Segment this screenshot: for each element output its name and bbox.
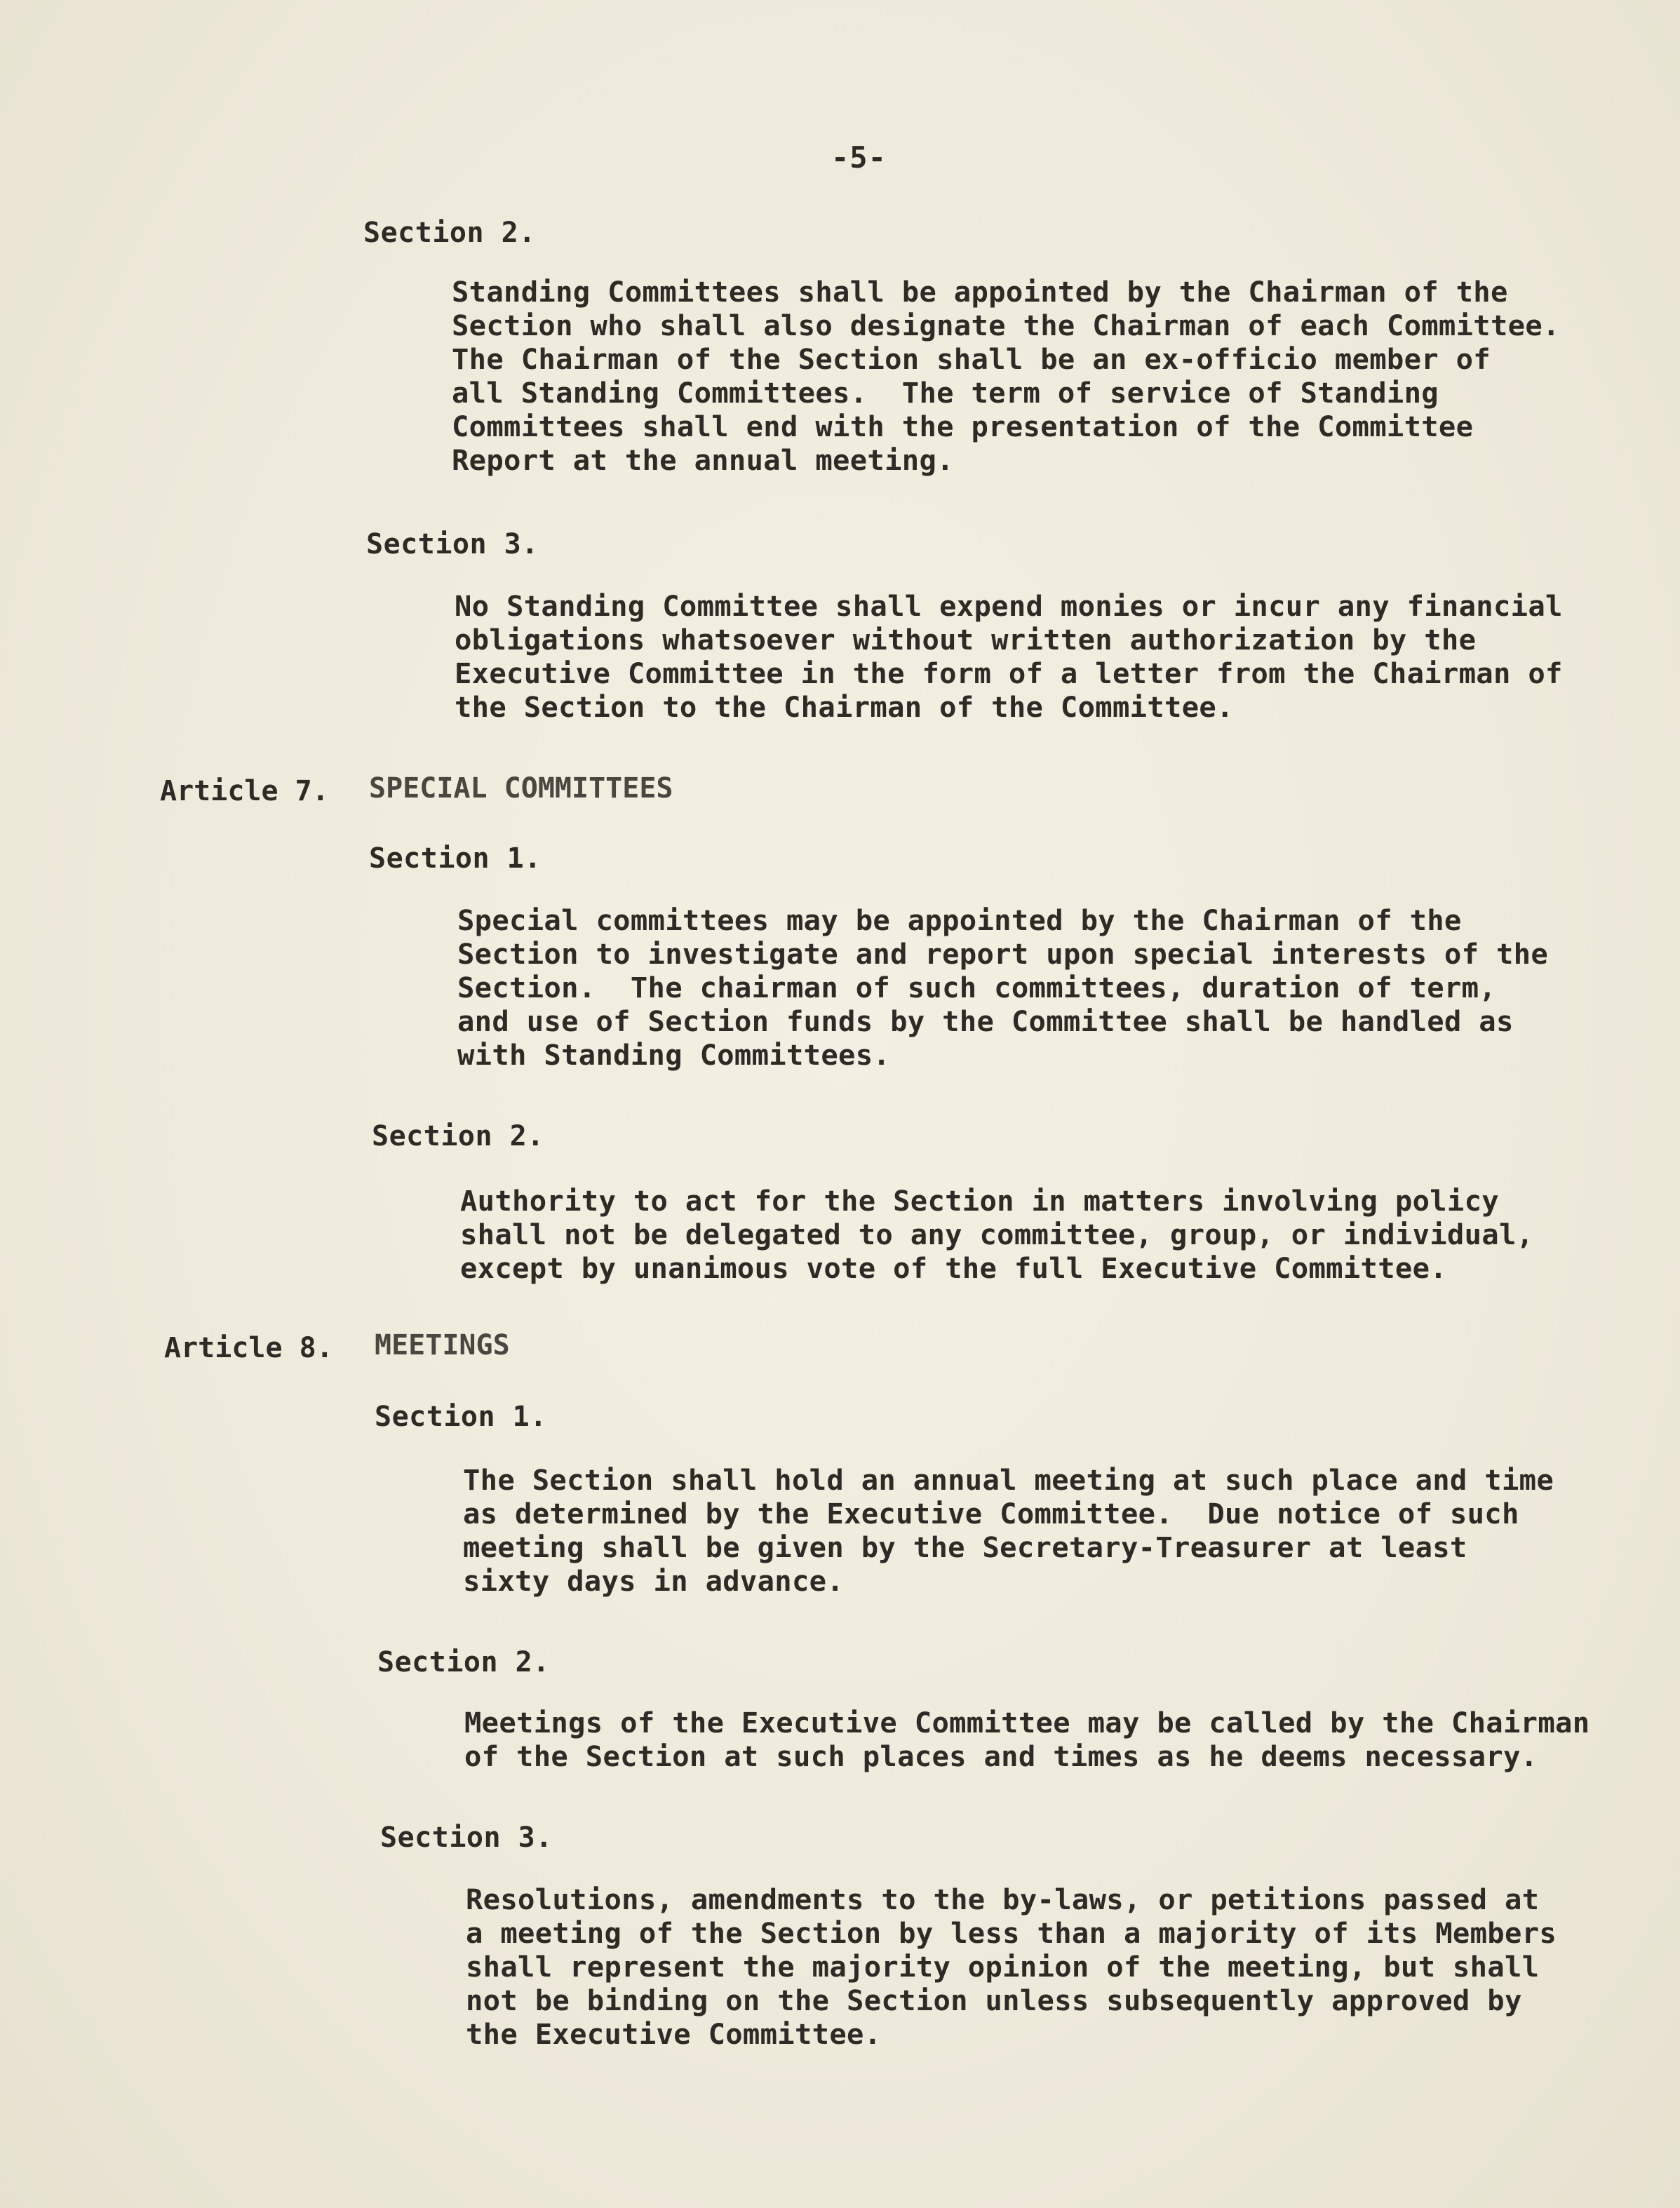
page-number: -5- [831, 140, 887, 175]
text-line: with Standing Committees. [457, 1038, 891, 1072]
text-line: obligations whatsoever without written authorization by the [455, 623, 1477, 657]
text-line: Authority to act for the Section in matters involving policy [460, 1184, 1499, 1218]
section-heading: Section 2. [372, 1120, 544, 1152]
text-line: not be binding on the Section unless subsequently approved by [466, 1984, 1522, 2017]
text-line: except by unanimous vote of the full Executive Committee. [460, 1251, 1447, 1285]
text-line: sixty days in advance. [463, 1564, 845, 1598]
text-line: Report at the annual meeting. [452, 443, 954, 477]
article-label: Article 8. [164, 1332, 333, 1364]
section-heading: Section 1. [375, 1401, 547, 1433]
section-heading: Section 3. [366, 528, 539, 560]
section-heading: Section 1. [369, 842, 542, 875]
text-line: Special committees may be appointed by the Chairman of the [457, 903, 1462, 937]
text-line: the Executive Committee. [466, 2017, 882, 2051]
section-heading: Section 2. [363, 217, 536, 249]
article-title: SPECIAL COMMITTEES [369, 772, 673, 805]
text-line: of the Section at such places and times as he deems necessary. [464, 1739, 1538, 1773]
text-line: meeting shall be given by the Secretary-Treasurer at least [463, 1530, 1467, 1564]
article-label: Article 7. [160, 775, 329, 807]
text-line: No Standing Committee shall expend monies or incur any financial [455, 589, 1563, 623]
article-title: MEETINGS [375, 1329, 510, 1361]
text-line: all Standing Committees. The term of service of Standing [452, 376, 1439, 410]
section-text [460, 1184, 1533, 1285]
section-text [466, 1883, 1557, 2051]
text-line: Committees shall end with the presentation of the Committee [452, 410, 1474, 443]
section-text [452, 275, 1560, 477]
text-line: shall not be delegated to any committee, group, or individual, [460, 1218, 1534, 1251]
text-line: The Section shall hold an annual meeting at such place and time [463, 1463, 1554, 1497]
text-line: Section. The chairman of such committees, duration of term, [457, 971, 1496, 1004]
text-line: Section to investigate and report upon special interests of the [457, 937, 1549, 971]
text-line: The Chairman of the Section shall be an ex-officio member of [452, 342, 1491, 376]
text-line: and use of Section funds by the Committee shall be handled as [457, 1004, 1514, 1038]
section-heading: Section 2. [377, 1646, 550, 1678]
text-line: the Section to the Chairman of the Committee. [455, 690, 1234, 724]
section-heading: Section 3. [380, 1822, 553, 1854]
text-line: as determined by the Executive Committee. Due notice of such [463, 1497, 1519, 1530]
section-text [464, 1706, 1590, 1773]
text-line: Resolutions, amendments to the by-laws, or petitions passed at [466, 1883, 1540, 1916]
section-text [457, 903, 1548, 1072]
text-line: Section who shall also designate the Chairman of each Committee. [452, 309, 1560, 342]
text-line: Executive Committee in the form of a letter from the Chairman of [455, 657, 1563, 690]
text-line: a meeting of the Section by less than a majority of its Members [466, 1916, 1557, 1950]
section-text [463, 1463, 1554, 1598]
text-line: Meetings of the Executive Committee may be called by the Chairman [464, 1706, 1590, 1739]
text-line: Standing Committees shall be appointed by the Chairman of the [452, 275, 1508, 309]
text-line: shall represent the majority opinion of the meeting, but shall [466, 1950, 1540, 1984]
section-text [455, 589, 1563, 724]
